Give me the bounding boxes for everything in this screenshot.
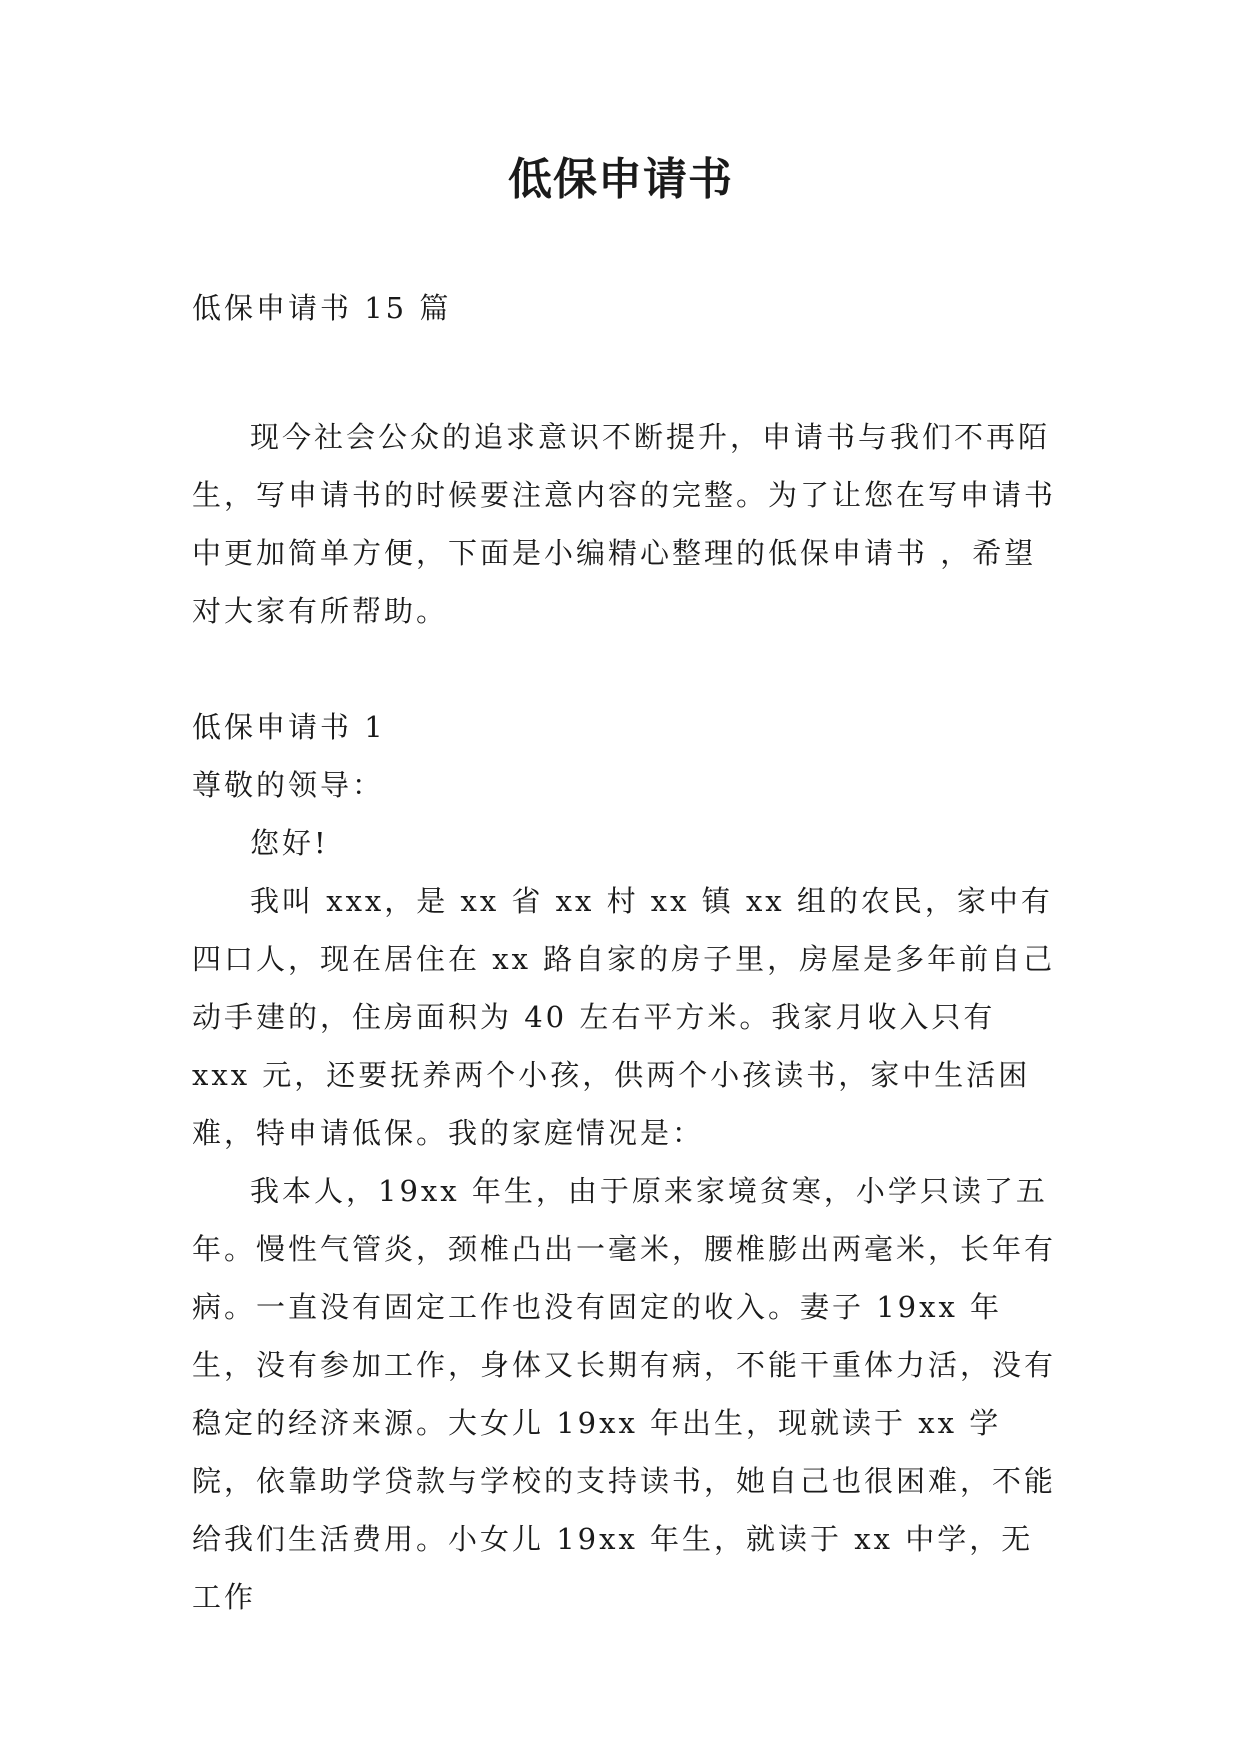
salutation: 尊敬的领导： — [192, 768, 385, 802]
section-spacer — [192, 640, 1062, 698]
body-paragraph: 我叫 xxx，是 xx 省 xx 村 xx 镇 xx 组的农民，家中有四口人，现在居住在 xx 路自家的房子里，房屋是多年前自己动手建的，住房面积为 40 左右平方米。我家月收入只有 xxx 元，还要抚养两个小孩，供两个小孩读书，家中生活困难，特申请低保。我的家庭情况是： — [192, 884, 1056, 1150]
intro-paragraph: 现今社会公众的追求意识不断提升，申请书与我们不再陌生，写申请书的时候要注意内容的完整。为了让您在写申请书中更加简单方便，下面是小编精心整理的低保申请书 ，希望对大家有所帮助。 — [192, 420, 1057, 628]
page-title: 低保申请书 — [508, 154, 733, 205]
greeting: 您好! — [250, 826, 329, 860]
section-heading: 低保申请书 1 — [192, 710, 386, 744]
document-subtitle: 低保申请书 15 篇 — [192, 291, 452, 325]
document-body — [192, 408, 1062, 1626]
body-paragraph: 我本人，19xx 年生，由于原来家境贫寒，小学只读了五年。慢性气管炎，颈椎凸出一毫米，腰椎膨出两毫米，长年有病。一直没有固定工作也没有固定的收入。妻子 19xx 年生，没有参加工作，身体又长期有病，不能干重体力活，没有稳定的经济来源。大女儿 19xx 年出生，现就读于 xx 学院，依靠助学贷款与学校的支持读书，她自己也很困难，不能给我们生活费用。小女儿 19xx 年生，就读于 xx 中学，无工作 — [192, 1174, 1057, 1614]
